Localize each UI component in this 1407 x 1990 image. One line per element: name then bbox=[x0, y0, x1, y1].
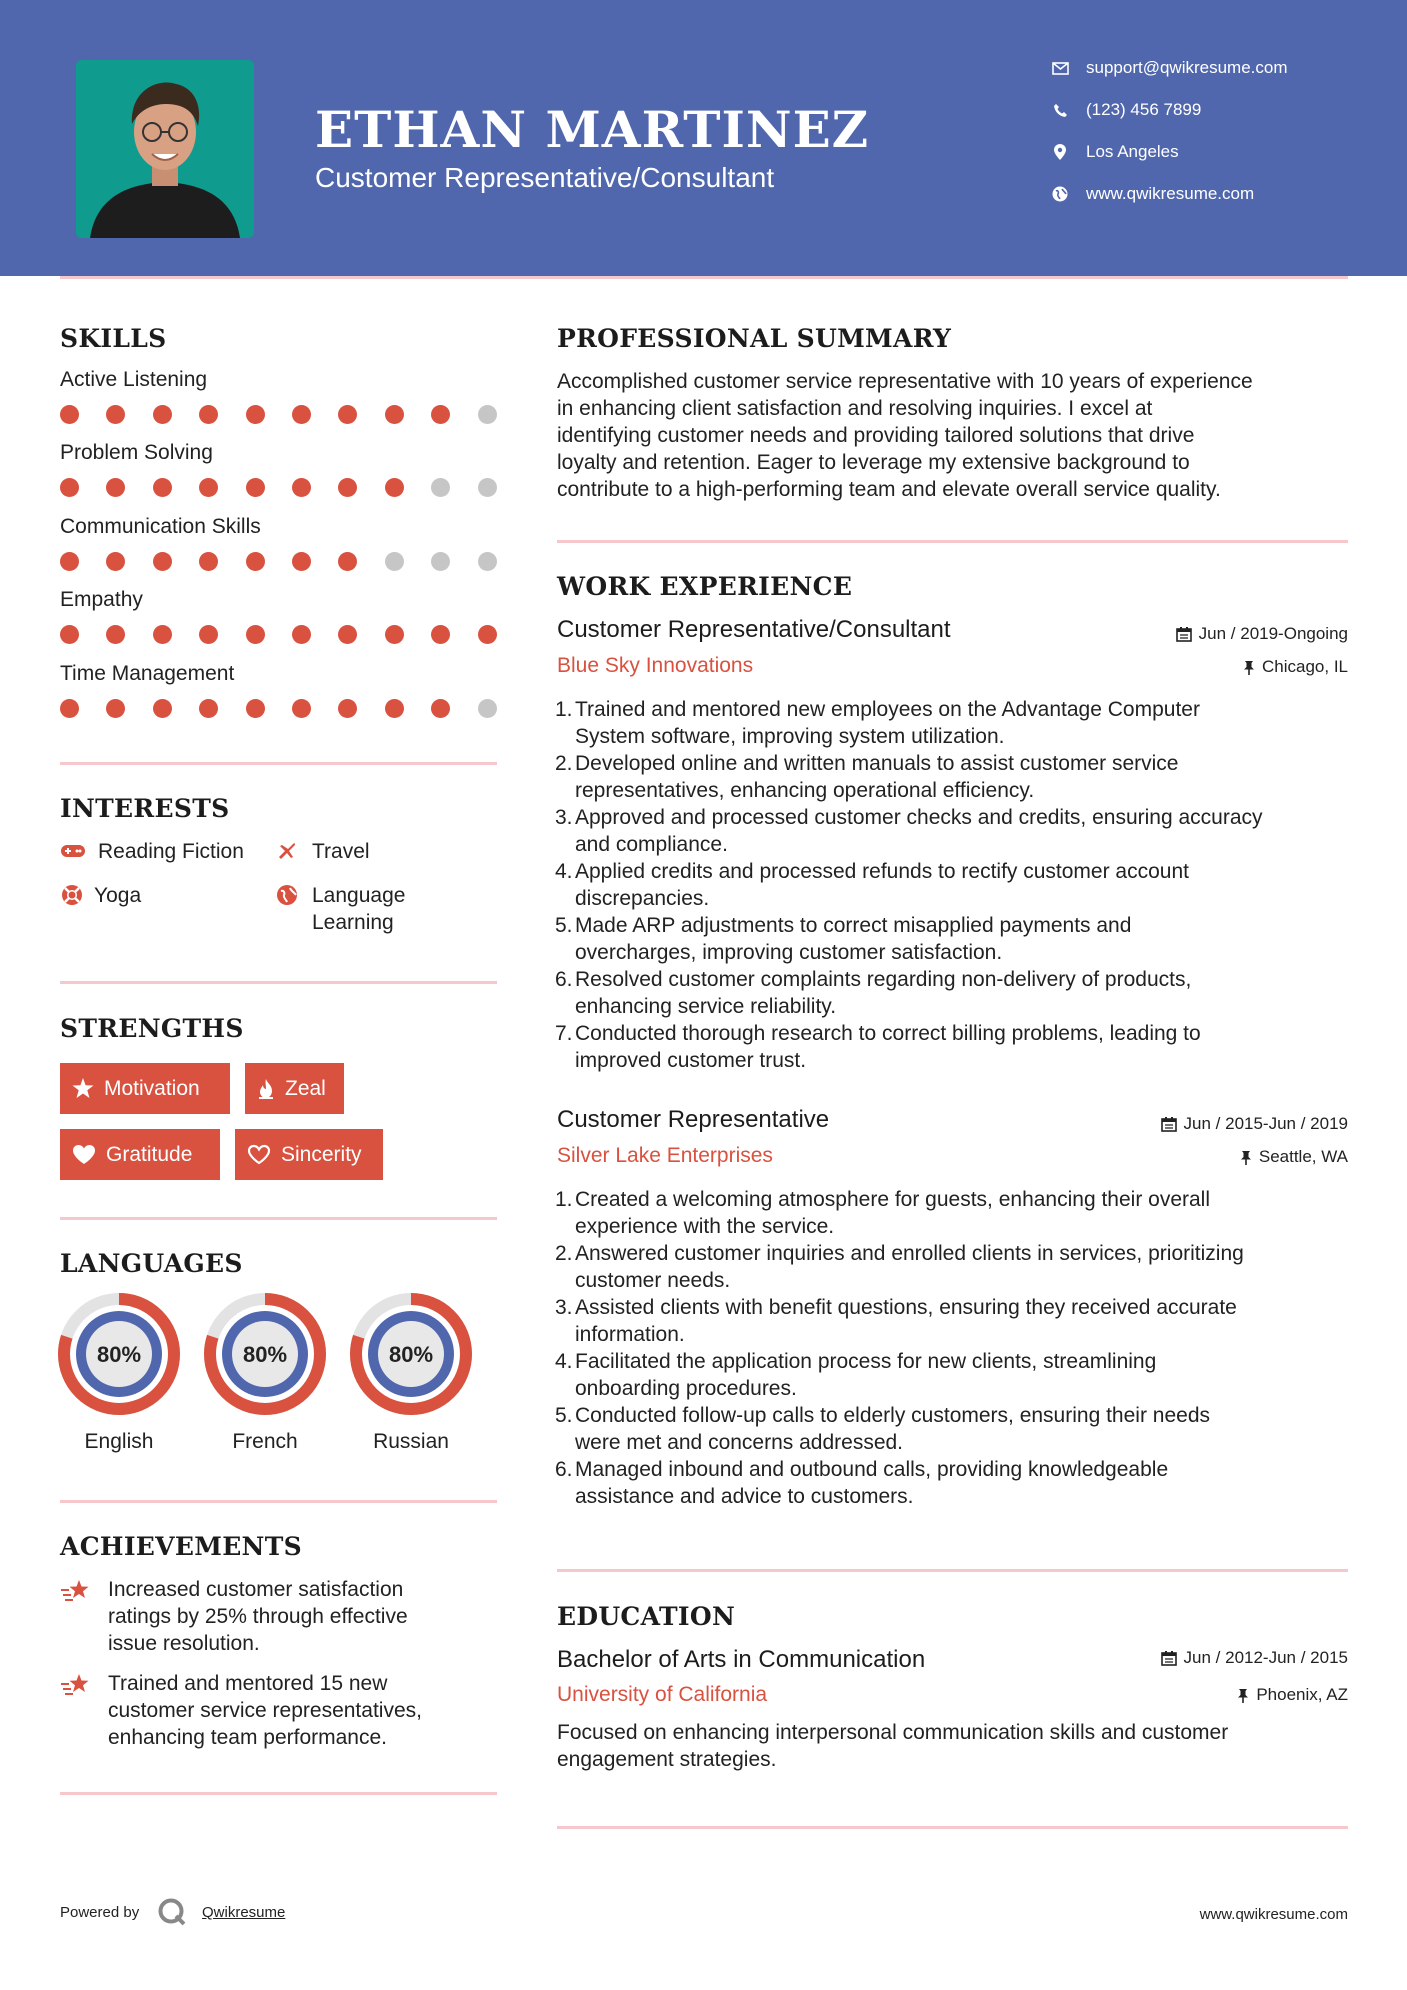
section-divider bbox=[557, 540, 1348, 543]
gauge-percent-label: 80% bbox=[96, 1342, 142, 1367]
rating-dot-filled bbox=[292, 552, 311, 571]
duty-item bbox=[557, 1294, 1352, 1348]
contact-website[interactable]: www.qwikresume.com bbox=[1050, 184, 1254, 204]
section-divider bbox=[60, 981, 497, 984]
rating-dot-filled bbox=[106, 699, 125, 718]
gauge-percent-label: 80% bbox=[388, 1342, 434, 1367]
skill-name: Empathy bbox=[60, 588, 143, 611]
heart-outline-icon bbox=[247, 1144, 271, 1165]
rating-dot-filled bbox=[292, 699, 311, 718]
candidate-title: Customer Representative/Consultant bbox=[315, 162, 775, 193]
rating-dot-filled bbox=[292, 405, 311, 424]
rating-dot-filled bbox=[60, 405, 79, 424]
calendar-icon bbox=[1161, 1116, 1177, 1132]
duty-item bbox=[557, 1240, 1352, 1294]
duty-number: 2. bbox=[555, 752, 573, 775]
rating-dot-filled bbox=[199, 552, 218, 571]
phone-icon bbox=[1050, 103, 1070, 118]
rating-dot-filled bbox=[153, 625, 172, 644]
section-divider bbox=[60, 1500, 497, 1503]
duty-item bbox=[557, 1402, 1352, 1456]
rating-dot-filled bbox=[338, 552, 357, 571]
rating-dot-filled bbox=[153, 478, 172, 497]
rating-dot-filled bbox=[106, 405, 125, 424]
languages-heading: LANGUAGES bbox=[60, 1249, 243, 1278]
pushpin-icon bbox=[1240, 1150, 1252, 1165]
contact-location: Los Angeles bbox=[1050, 142, 1179, 162]
achievement-item bbox=[60, 1670, 500, 1751]
qwikresume-logo-icon bbox=[157, 1897, 187, 1932]
duty-item bbox=[557, 858, 1352, 912]
company-name: Blue Sky Innovations bbox=[557, 654, 754, 677]
rating-dot-filled bbox=[431, 405, 450, 424]
language-name: Russian bbox=[373, 1430, 449, 1453]
contact-phone[interactable]: (123) 456 7899 bbox=[1050, 100, 1201, 120]
duty-item bbox=[557, 1348, 1352, 1402]
rating-dot-filled bbox=[60, 699, 79, 718]
duty-number: 3. bbox=[555, 806, 573, 829]
duty-text-line: System software, improving system utilization. bbox=[575, 725, 1005, 748]
school-name: University of California bbox=[557, 1683, 768, 1706]
strengths-heading: STRENGTHS bbox=[60, 1014, 244, 1043]
rating-dot-filled bbox=[199, 699, 218, 718]
interests-heading: INTERESTS bbox=[60, 794, 230, 823]
rating-dot-filled bbox=[153, 405, 172, 424]
duty-number: 6. bbox=[555, 1458, 573, 1481]
duty-text-line: information. bbox=[575, 1323, 685, 1346]
duty-text-line: Managed inbound and outbound calls, providing knowledgeable bbox=[575, 1458, 1169, 1481]
calendar-icon bbox=[1176, 626, 1192, 642]
language-gauge bbox=[57, 1292, 181, 1421]
rating-dot-filled bbox=[338, 405, 357, 424]
rating-dot-empty bbox=[478, 699, 497, 718]
duty-item bbox=[557, 912, 1352, 966]
duty-text-line: discrepancies. bbox=[575, 887, 710, 910]
rating-dot-filled bbox=[153, 552, 172, 571]
shooting-star-icon bbox=[60, 1672, 92, 1751]
duty-text-line: Facilitated the application process for new clients, streamlining bbox=[575, 1350, 1157, 1373]
duty-number: 7. bbox=[555, 1022, 573, 1045]
rating-dot-filled bbox=[106, 552, 125, 571]
duty-number: 5. bbox=[555, 1404, 573, 1427]
duty-text-line: Assisted clients with benefit questions, ensuring they received accurate bbox=[575, 1296, 1237, 1319]
language-name: English bbox=[84, 1430, 154, 1453]
rating-dot-filled bbox=[60, 552, 79, 571]
education-location: Phoenix, AZ bbox=[1237, 1685, 1348, 1705]
rating-dot-filled bbox=[292, 625, 311, 644]
gamepad-icon bbox=[60, 839, 86, 863]
language-gauge bbox=[203, 1292, 327, 1421]
duty-number: 1. bbox=[555, 698, 573, 721]
rating-dot-filled bbox=[292, 478, 311, 497]
rating-dot-filled bbox=[199, 625, 218, 644]
duty-text-line: Applied credits and processed refunds to rectify customer account bbox=[575, 860, 1189, 883]
summary-heading: PROFESSIONAL SUMMARY bbox=[557, 324, 952, 353]
rating-dot-filled bbox=[246, 699, 265, 718]
section-divider bbox=[557, 1826, 1348, 1829]
contact-email[interactable]: support@qwikresume.com bbox=[1050, 58, 1288, 78]
rating-dot-filled bbox=[478, 625, 497, 644]
skill-name: Communication Skills bbox=[60, 515, 261, 538]
rating-dot-filled bbox=[246, 625, 265, 644]
rating-dot-filled bbox=[246, 405, 265, 424]
rating-dot-filled bbox=[60, 625, 79, 644]
skills-heading: SKILLS bbox=[60, 324, 167, 353]
duty-item bbox=[557, 750, 1352, 804]
job-title: Customer Representative/Consultant bbox=[557, 616, 951, 643]
skill-name: Time Management bbox=[60, 662, 235, 685]
duty-number: 5. bbox=[555, 914, 573, 937]
duty-number: 4. bbox=[555, 1350, 573, 1373]
duty-text-line: Made ARP adjustments to correct misapplied payments and bbox=[575, 914, 1132, 937]
fire-icon bbox=[257, 1078, 275, 1100]
footer-url[interactable]: www.qwikresume.com bbox=[1199, 1906, 1348, 1923]
achievement-text: Increased customer satisfaction ratings by 25% through effective issue resolution. bbox=[108, 1578, 408, 1655]
job-duties bbox=[557, 1186, 1352, 1510]
duty-text-line: improved customer trust. bbox=[575, 1049, 807, 1072]
job-duties bbox=[557, 696, 1352, 1074]
duty-item bbox=[557, 1456, 1352, 1510]
duty-text-line: Conducted thorough research to correct billing problems, leading to bbox=[575, 1022, 1201, 1045]
degree-title: Bachelor of Arts in Communication bbox=[557, 1646, 926, 1673]
duty-item bbox=[557, 696, 1352, 750]
duty-text-line: Trained and mentored new employees on the Advantage Computer bbox=[575, 698, 1200, 721]
interest-item: Travel bbox=[276, 838, 370, 865]
summary-text: Accomplished customer service representative with 10 years of experience in enhancing client satisfaction and resolving inquiries. I excel at identifying customer needs and providing tailored solutions that drive loyalty and retention. Eager to leverage my extensive background to contribute to a high-performing team and elevate overall service quality. bbox=[557, 370, 1253, 501]
education-description: Focused on enhancing interpersonal communication skills and customer engagement strategies. bbox=[557, 1721, 1229, 1771]
rating-dot-empty bbox=[385, 552, 404, 571]
experience-heading: WORK EXPERIENCE bbox=[557, 572, 853, 601]
interest-item: Reading Fiction bbox=[60, 838, 244, 865]
rating-dot-filled bbox=[153, 699, 172, 718]
rating-dot-filled bbox=[246, 552, 265, 571]
rating-dot-filled bbox=[385, 478, 404, 497]
duty-text-line: onboarding procedures. bbox=[575, 1377, 797, 1400]
duty-item bbox=[557, 1186, 1352, 1240]
heart-icon bbox=[72, 1144, 96, 1165]
lifebuoy-icon bbox=[60, 883, 84, 907]
rating-dot-empty bbox=[478, 552, 497, 571]
globe-icon bbox=[276, 883, 298, 907]
section-divider bbox=[60, 1217, 497, 1220]
language-gauge bbox=[349, 1292, 473, 1421]
strength-badge: Sincerity bbox=[235, 1129, 383, 1180]
interest-item bbox=[276, 882, 405, 936]
duty-item bbox=[557, 804, 1352, 858]
interest-label: Language Learning bbox=[312, 884, 406, 934]
rating-dot-filled bbox=[199, 478, 218, 497]
job-dates: Jun / 2015-Jun / 2019 bbox=[1161, 1114, 1348, 1134]
achievements-heading: ACHIEVEMENTS bbox=[60, 1532, 302, 1561]
star-icon bbox=[72, 1078, 94, 1099]
duty-text-line: Approved and processed customer checks and credits, ensuring accuracy bbox=[575, 806, 1263, 829]
job-location: Seattle, WA bbox=[1240, 1147, 1348, 1167]
duty-text-line: customer needs. bbox=[575, 1269, 731, 1292]
strength-badge: Gratitude bbox=[60, 1129, 220, 1180]
duty-text-line: Answered customer inquiries and enrolled clients in services, prioritizing bbox=[575, 1242, 1244, 1265]
rating-dot-filled bbox=[338, 625, 357, 644]
strength-badge: Motivation bbox=[60, 1063, 230, 1114]
skill-name: Active Listening bbox=[60, 368, 208, 391]
map-pin-icon bbox=[1050, 144, 1070, 160]
rating-dot-filled bbox=[385, 405, 404, 424]
rating-dot-filled bbox=[431, 699, 450, 718]
duty-number: 4. bbox=[555, 860, 573, 883]
duty-text-line: enhancing service reliability. bbox=[575, 995, 837, 1018]
language-name: French bbox=[232, 1430, 298, 1453]
rating-dot-empty bbox=[478, 405, 497, 424]
job-location: Chicago, IL bbox=[1243, 657, 1348, 677]
profile-photo bbox=[76, 60, 254, 238]
avatar bbox=[76, 60, 254, 238]
skill-name: Problem Solving bbox=[60, 441, 213, 464]
header-band bbox=[0, 0, 1407, 276]
duty-text-line: experience with the service. bbox=[575, 1215, 835, 1238]
duty-text-line: Developed online and written manuals to assist customer service bbox=[575, 752, 1179, 775]
education-heading: EDUCATION bbox=[557, 1602, 736, 1631]
strength-badge: Zeal bbox=[245, 1063, 344, 1114]
rating-dot-filled bbox=[60, 478, 79, 497]
duty-text-line: Resolved customer complaints regarding non-delivery of products, bbox=[575, 968, 1192, 991]
rating-dot-empty bbox=[431, 478, 450, 497]
duty-number: 3. bbox=[555, 1296, 573, 1319]
pushpin-icon bbox=[1243, 660, 1255, 675]
interest-item: Yoga bbox=[60, 882, 141, 909]
duty-item bbox=[557, 1020, 1352, 1074]
rating-dot-filled bbox=[106, 625, 125, 644]
rating-dot-filled bbox=[199, 405, 218, 424]
duty-text-line: Conducted follow-up calls to elderly customers, ensuring their needs bbox=[575, 1404, 1210, 1427]
pushpin-icon bbox=[1237, 1688, 1249, 1703]
duty-text-line: assistance and advice to customers. bbox=[575, 1485, 914, 1508]
rating-dot-empty bbox=[478, 478, 497, 497]
calendar-icon bbox=[1161, 1650, 1177, 1666]
rating-dot-filled bbox=[106, 478, 125, 497]
gauge-percent-label: 80% bbox=[242, 1342, 288, 1367]
job-dates: Jun / 2019-Ongoing bbox=[1176, 624, 1348, 644]
section-divider bbox=[60, 762, 497, 765]
rating-dot-filled bbox=[338, 699, 357, 718]
qwikresume-link[interactable]: Qwikresume bbox=[202, 1904, 286, 1921]
section-divider bbox=[60, 1792, 497, 1795]
rating-dot-empty bbox=[431, 552, 450, 571]
achievement-text: Trained and mentored 15 new customer service representatives, enhancing team performance. bbox=[108, 1672, 422, 1749]
duty-text-line: and compliance. bbox=[575, 833, 728, 856]
education-dates: Jun / 2012-Jun / 2015 bbox=[1161, 1648, 1348, 1668]
duty-number: 6. bbox=[555, 968, 573, 991]
duty-number: 2. bbox=[555, 1242, 573, 1265]
rating-dot-filled bbox=[385, 625, 404, 644]
rating-dot-filled bbox=[431, 625, 450, 644]
rating-dot-filled bbox=[385, 699, 404, 718]
duty-text-line: Created a welcoming atmosphere for guests, enhancing their overall bbox=[575, 1188, 1211, 1211]
candidate-name: ETHAN MARTINEZ bbox=[315, 100, 870, 159]
section-divider bbox=[557, 1569, 1348, 1572]
envelope-icon bbox=[1050, 62, 1070, 75]
achievement-item bbox=[60, 1576, 500, 1657]
duty-number: 1. bbox=[555, 1188, 573, 1211]
plane-icon bbox=[276, 839, 298, 863]
header-divider bbox=[60, 276, 1348, 279]
duty-text-line: representatives, enhancing operational efficiency. bbox=[575, 779, 1035, 802]
duty-item bbox=[557, 966, 1352, 1020]
duty-text-line: overcharges, improving customer satisfaction. bbox=[575, 941, 1003, 964]
company-name: Silver Lake Enterprises bbox=[557, 1144, 773, 1167]
duty-text-line: were met and concerns addressed. bbox=[575, 1431, 904, 1454]
globe-icon bbox=[1050, 186, 1070, 202]
shooting-star-icon bbox=[60, 1578, 92, 1657]
powered-by-label: Powered by bbox=[60, 1904, 140, 1921]
rating-dot-filled bbox=[338, 478, 357, 497]
job-title: Customer Representative bbox=[557, 1106, 830, 1133]
rating-dot-filled bbox=[246, 478, 265, 497]
